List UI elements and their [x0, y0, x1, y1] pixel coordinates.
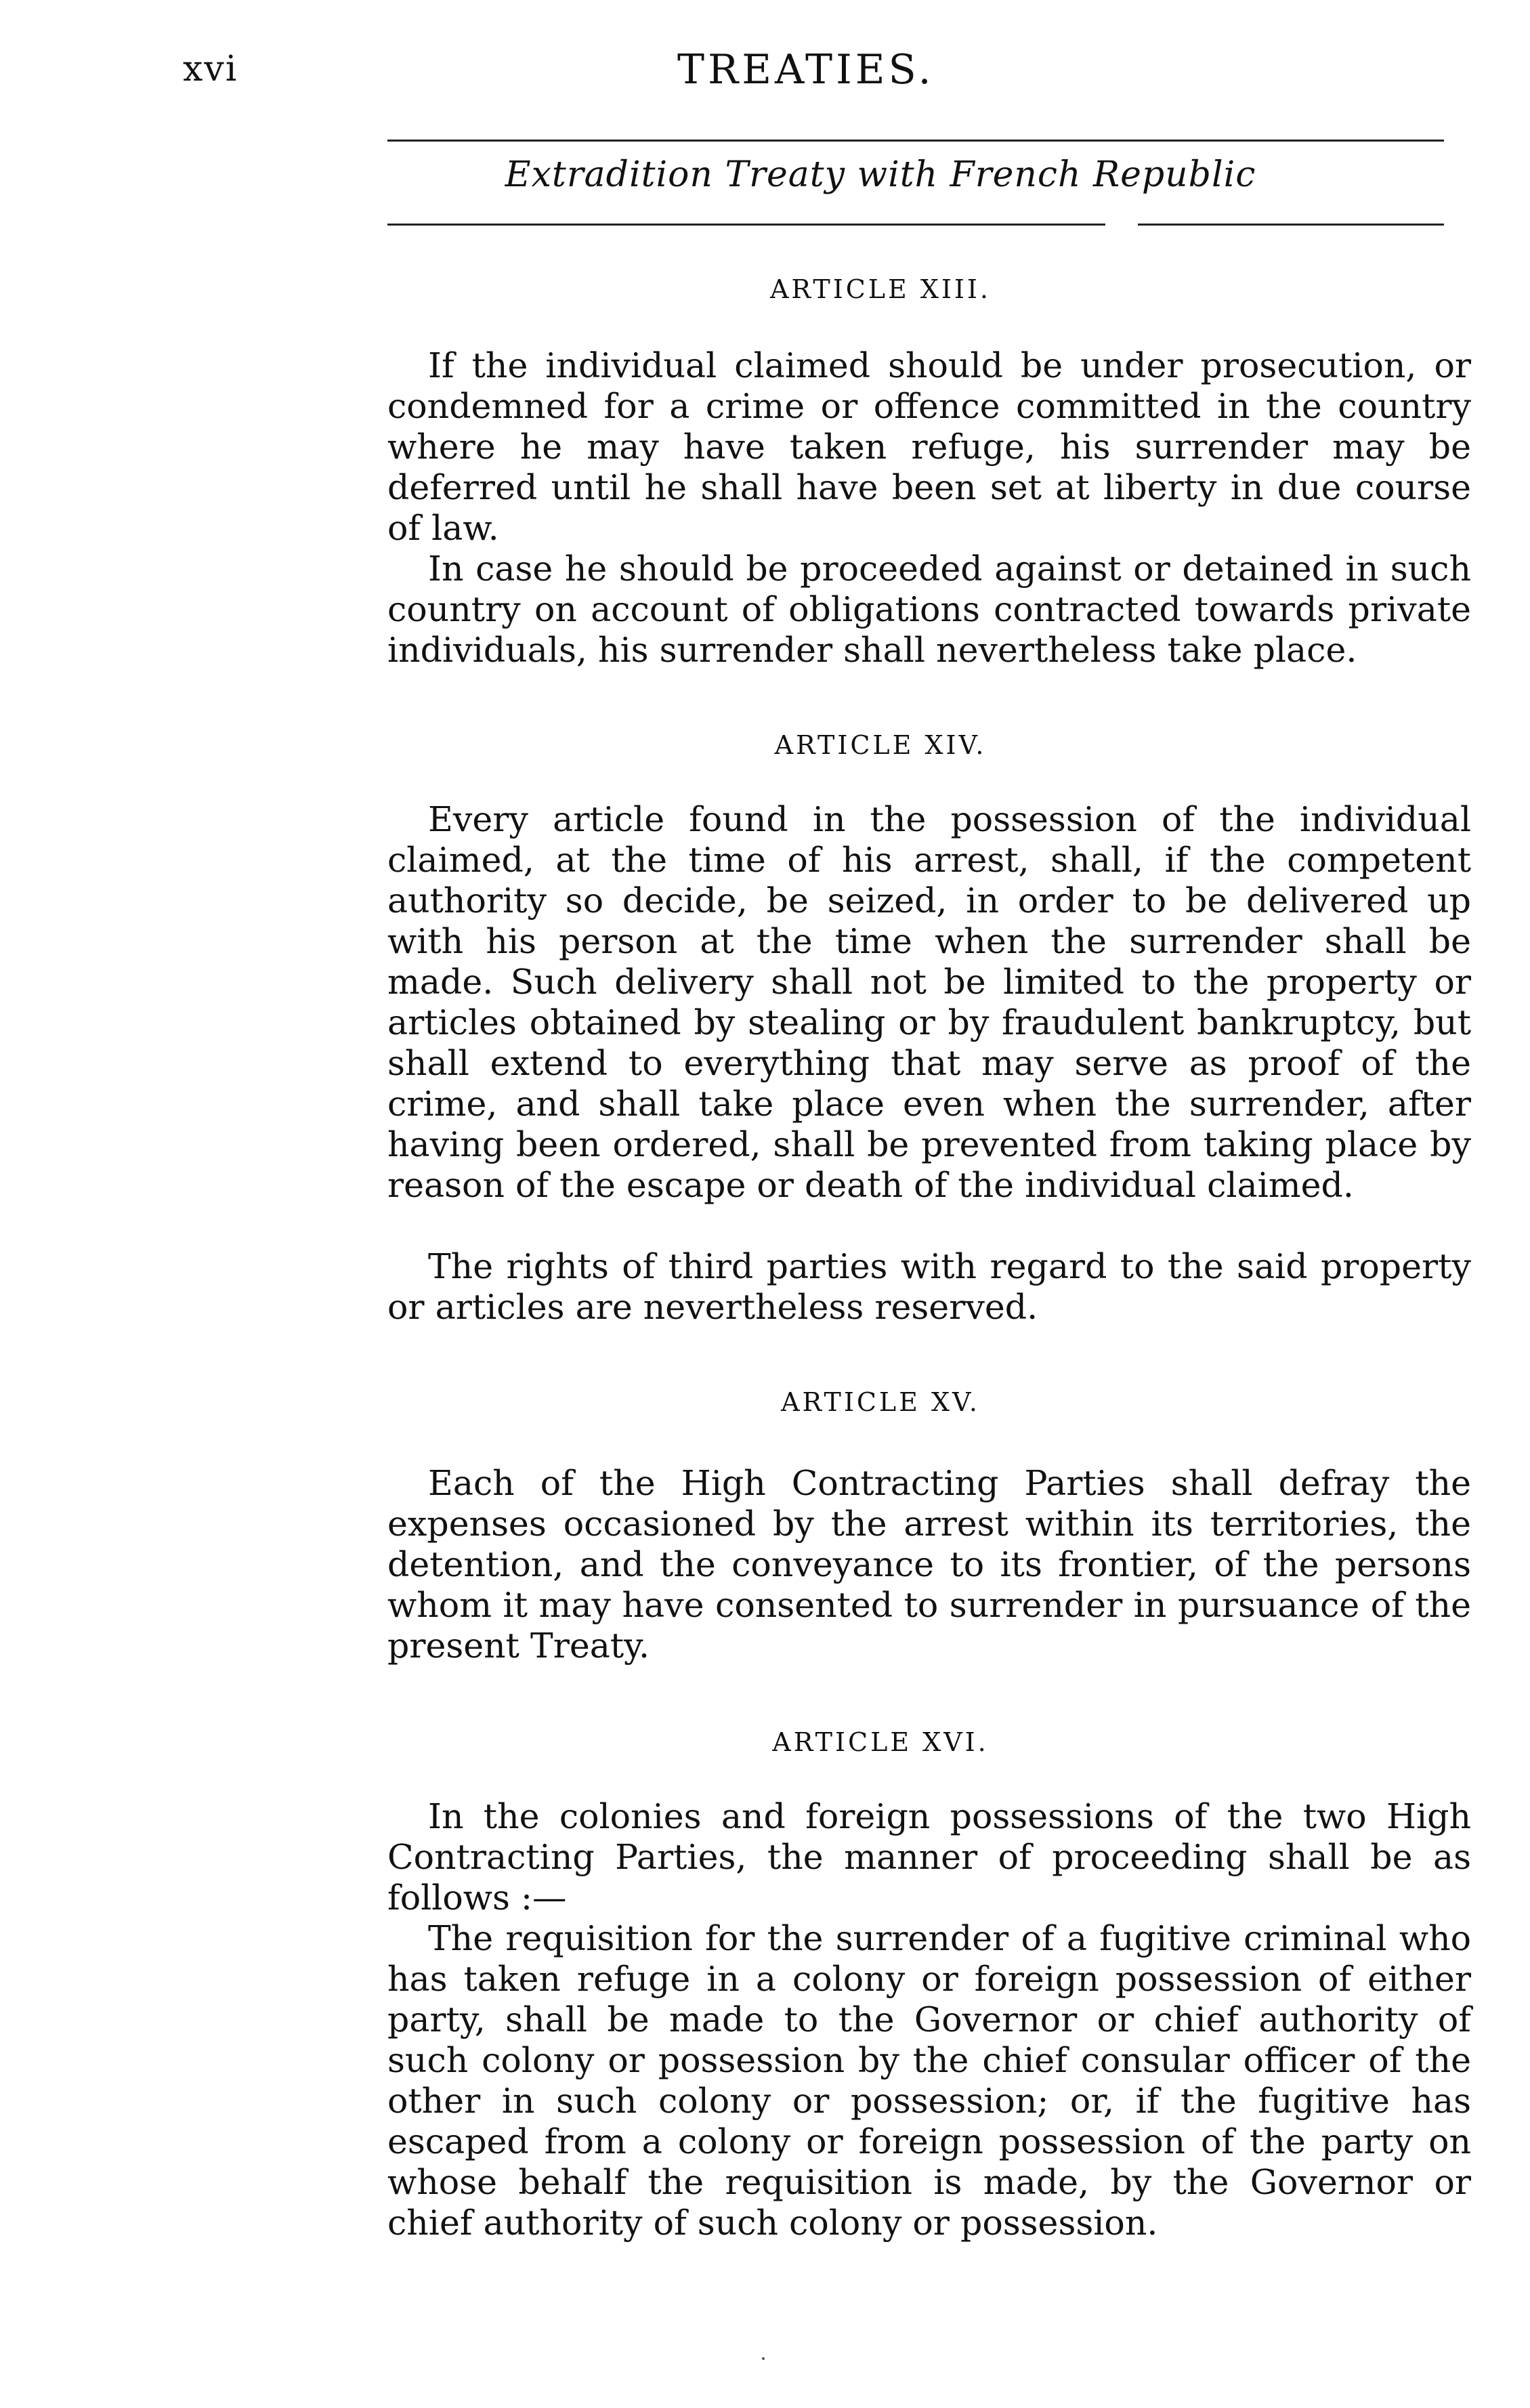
- article-heading-xiii: ARTICLE XIII.: [769, 274, 992, 304]
- article-heading-xv: ARTICLE XV.: [781, 1387, 980, 1417]
- article-xiii-paragraph-1: If the individual claimed should be under prosecution, or condemned for a crime or offence committed in the country where he may have taken refuge, his surrender may be deferred until he shall have been set at liberty in due course of law.: [387, 345, 1471, 548]
- article-xvi-paragraph-2: The requisition for the surrender of a fugitive criminal who has taken refuge in a colony or foreign possession of either party, shall be made to the Governor or chief authority of such colony or possession by the chief consular officer of the other in such colony or possession; or, if the fugitive has escaped from a colony or foreign possession of the party on whose behalf the requisition is made, by the Governor or chief authority of such colony or possession.: [387, 1918, 1471, 2243]
- subtitle: Extradition Treaty with French Republic: [505, 154, 1256, 195]
- article-xiv-paragraph-1: Every article found in the possession of the individual claimed, at the time of his arrest, shall, if the competent authority so decide, be seized, in order to be delivered up with his person at the time when the surrender shall be made. Such delivery shall not be limited to the property or articles obtained by stealing or by fraudulent bankruptcy, but shall extend to everything that may serve as proof of the crime, and shall take place even when the surrender, after having been ordered, shall be prevented from taking place by reason of the escape or death of the individual claimed.: [387, 799, 1471, 1205]
- article-heading-xvi: ARTICLE XVI.: [772, 1727, 989, 1757]
- top-rule: [387, 140, 1444, 142]
- article-heading-xiv: ARTICLE XIV.: [774, 730, 987, 760]
- article-xv-paragraph-1: Each of the High Contracting Parties shall defray the expenses occasioned by the arrest within its territories, the detention, and the conveyance to its frontier, of the persons whom it may have consented to surrender in pursuance of the present Treaty.: [387, 1463, 1471, 1666]
- bottom-mark: [762, 2357, 765, 2360]
- article-xiv-paragraph-2: The rights of third parties with regard to the said property or articles are nevertheless reserved.: [387, 1246, 1471, 1327]
- article-xvi-paragraph-1: In the colonies and foreign possessions of the two High Contracting Parties, the manner of proceeding shall be as follows :—: [387, 1796, 1471, 1918]
- article-xiii-paragraph-2: In case he should be proceeded against or detained in such country on account of obligations contracted towards private individuals, his surrender shall nevertheless take place.: [387, 549, 1471, 670]
- subtitle-rule-right: [1138, 224, 1444, 226]
- subtitle-rule-left: [387, 224, 1105, 226]
- page-number: xvi: [183, 49, 238, 89]
- running-title: TREATIES.: [677, 46, 935, 93]
